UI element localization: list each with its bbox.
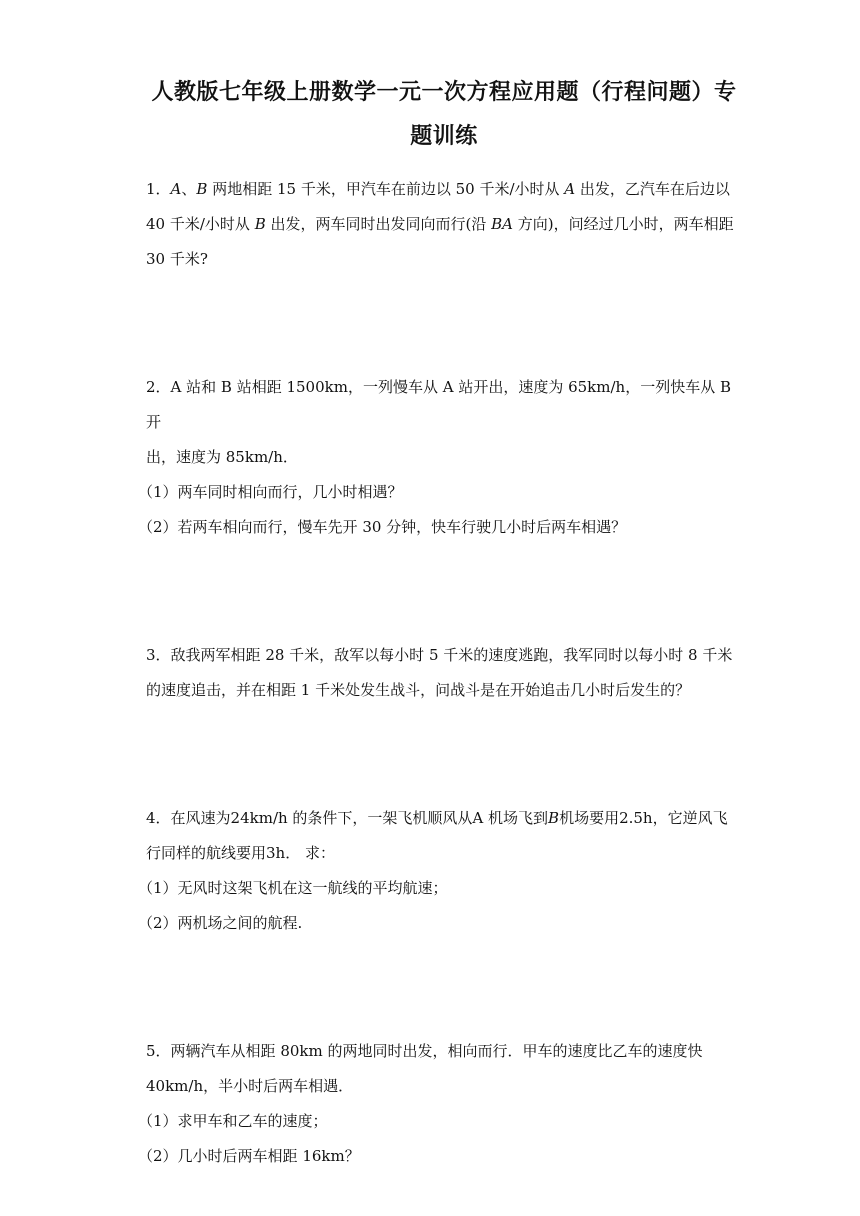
title-line-1: 人教版七年级上册数学一元一次方程应用题（行程问题）专 — [151, 79, 737, 105]
q4-text: 在风速为24km/h 的条件下，一架飞机顺风从A 机场飞到 — [170, 809, 549, 827]
question-2-line-2: 出，速度为 85km/h． — [146, 448, 298, 466]
q1-text: BA — [491, 215, 513, 233]
q1-text: 出发，乙汽车在后边以 — [575, 180, 730, 198]
q4-text: 机场要用2.5h，它逆风飞 — [559, 809, 728, 827]
answer-space — [146, 708, 742, 801]
answer-space — [146, 941, 742, 1034]
q1-text: A — [170, 180, 182, 198]
q1-text: B — [196, 180, 208, 198]
q1-text: 方向)，问经过几小时，两车相距 — [512, 215, 734, 233]
question-2-sub-2: （2）若两车相向而行，慢车先开 30 分钟，快车行驶几小时后两车相遇？ — [138, 518, 627, 536]
q2-text: A 站和 B 站相距 1500km，一列慢车从 A 站开出，速度为 65km/h，一列快车从 B 开 — [146, 378, 732, 431]
question-number: 5． — [146, 1042, 171, 1060]
question-2-line-1 — [146, 370, 742, 440]
question-5-line-2: 40km/h，半小时后两车相遇． — [146, 1077, 354, 1095]
question-4-line-2: 行同样的航线要用3h． 求： — [146, 844, 335, 862]
q1-text: B — [254, 215, 266, 233]
question-number: 3． — [146, 646, 171, 664]
question-2 — [138, 370, 742, 545]
q1-text: 40 千米/小时从 — [146, 215, 255, 233]
question-number: 2． — [146, 378, 171, 396]
question-5 — [138, 1034, 742, 1174]
q3-text: 敌我两军相距 28 千米，敌军以每小时 5 千米的速度逃跑，我军同时以每小时 8 千米 — [170, 646, 733, 664]
question-1 — [146, 172, 742, 277]
question-4-line-1 — [146, 801, 742, 836]
q1-text: 出发，两车同时出发同向而行(沿 — [265, 215, 492, 233]
question-5-line-1 — [146, 1034, 742, 1069]
q1-text: A — [564, 180, 576, 198]
question-5-sub-1: （1）求甲车和乙车的速度； — [138, 1112, 328, 1130]
q1-text: 、 — [181, 180, 197, 198]
question-4-sub-1: （1）无风时这架飞机在这一航线的平均航速； — [138, 879, 448, 897]
answer-space — [146, 277, 742, 370]
question-3-line-1 — [146, 638, 742, 673]
title-line-2: 题训练 — [410, 123, 478, 149]
q4-text: B — [548, 809, 560, 827]
question-1-line-1 — [146, 172, 742, 207]
question-4 — [138, 801, 742, 941]
question-3-line-2: 的速度追击，并在相距 1 千米处发生战斗，问战斗是在开始追击几小时后发生的？ — [146, 681, 691, 699]
answer-space — [146, 545, 742, 638]
question-4-sub-2: （2）两机场之间的航程. — [138, 914, 303, 932]
question-1-line-2 — [146, 207, 742, 242]
question-number: 4． — [146, 809, 171, 827]
question-3 — [146, 638, 742, 708]
q1-text: 两地相距 15 千米，甲汽车在前边以 50 千米/小时从 — [207, 180, 565, 198]
question-5-sub-2: （2）几小时后两车相距 16km？ — [138, 1147, 360, 1165]
q5-text: 两辆汽车从相距 80km 的两地同时出发，相向而行．甲车的速度比乙车的速度快 — [170, 1042, 703, 1060]
question-number: 1． — [146, 180, 171, 198]
question-2-sub-1: （1）两车同时相向而行，几小时相遇？ — [138, 483, 403, 501]
question-1-line-3: 30 千米? — [146, 250, 208, 268]
document-title — [146, 70, 742, 158]
